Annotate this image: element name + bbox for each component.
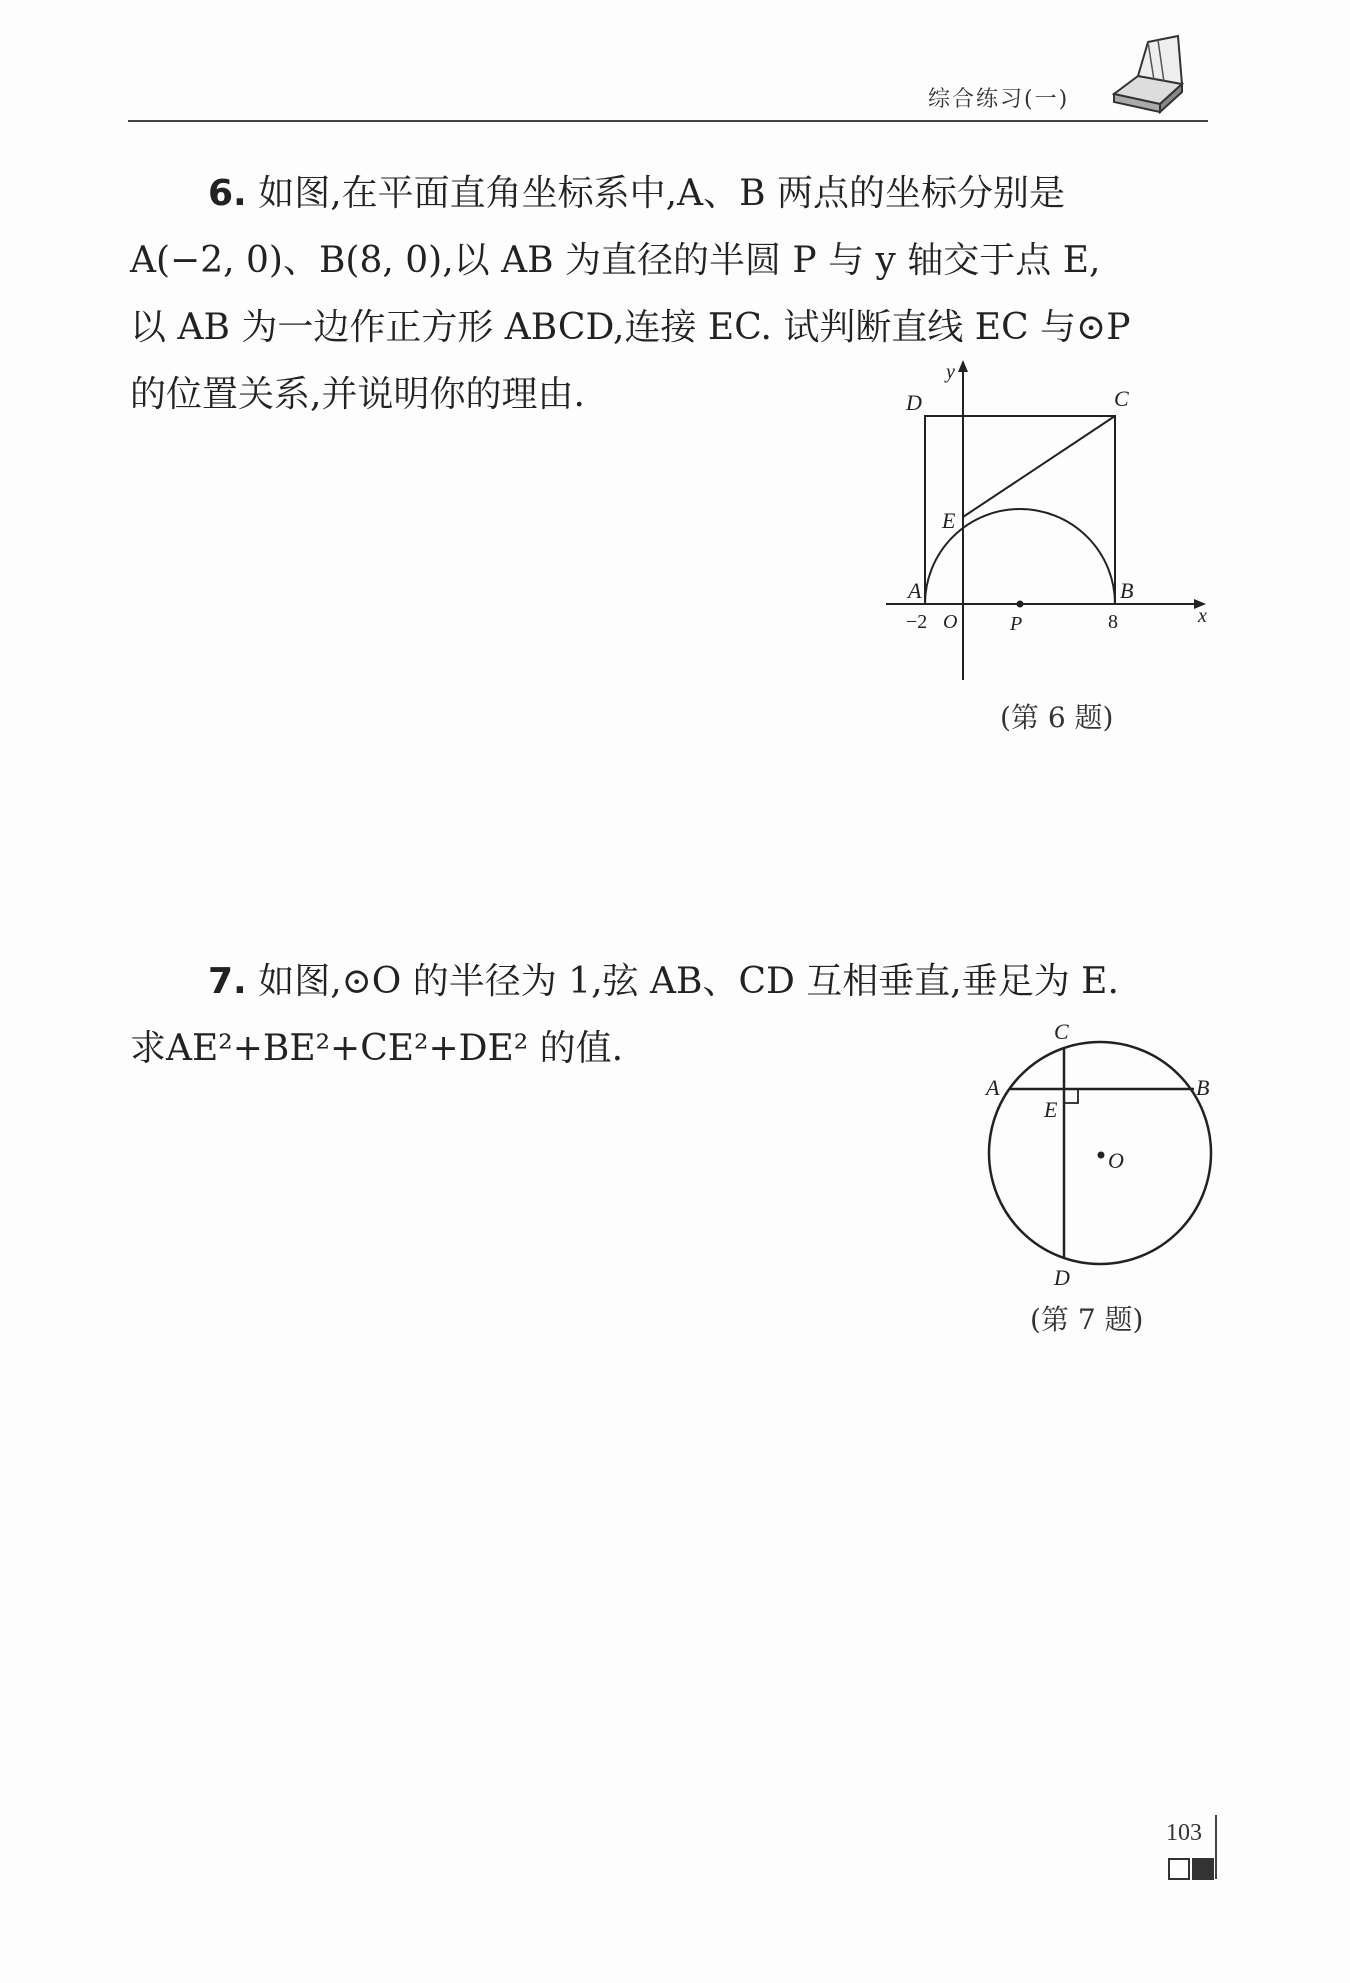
problem-7-number: 7. xyxy=(208,961,247,1002)
book-stack-icon xyxy=(1108,34,1188,118)
figure-7-caption: (第 7 题) xyxy=(1030,1303,1144,1336)
right-angle-mark xyxy=(1064,1089,1078,1103)
label-d: D xyxy=(906,390,922,415)
label-a: A xyxy=(908,578,922,603)
label-b-7: B xyxy=(1196,1075,1210,1100)
problem-7-line-2: 求AE²+BE²+CE²+DE² 的值. xyxy=(130,1028,624,1069)
running-header-title: 综合练习(一) xyxy=(928,87,1070,112)
problem-6-line-1: 6. 如图,在平面直角坐标系中,A、B 两点的坐标分别是 xyxy=(208,173,1065,214)
label-p: P xyxy=(1010,613,1023,635)
y-axis-arrow xyxy=(958,360,968,372)
label-o-7: O xyxy=(1108,1148,1124,1173)
page-number: 103 xyxy=(1166,1820,1202,1846)
problem-6-number: 6. xyxy=(208,173,247,214)
label-b: B xyxy=(1120,578,1134,603)
label-c: C xyxy=(1114,386,1129,411)
problem-6-line-3: 以 AB 为一边作正方形 ABCD,连接 EC. 试判断直线 EC 与⊙P xyxy=(130,307,1131,348)
problem-6-line-2: A(−2, 0)、B(8, 0),以 AB 为直径的半圆 P 与 y 轴交于点 E, xyxy=(130,240,1101,281)
tick-neg2: −2 xyxy=(906,611,928,633)
label-o: O xyxy=(943,611,958,633)
label-c-7: C xyxy=(1054,1019,1069,1044)
empty-square-icon xyxy=(1168,1858,1190,1880)
label-e: E xyxy=(942,508,956,533)
problem-6-line-4: 的位置关系,并说明你的理由. xyxy=(130,374,585,415)
figure-6-diagram xyxy=(880,360,1220,690)
center-o-point xyxy=(1098,1152,1105,1159)
figure-7-diagram xyxy=(968,1015,1228,1295)
page-marker xyxy=(1168,1858,1216,1880)
tick-8: 8 xyxy=(1108,611,1118,633)
label-d-7: D xyxy=(1054,1265,1070,1290)
filled-square-icon xyxy=(1192,1858,1214,1880)
label-x: x xyxy=(1198,605,1207,627)
label-y: y xyxy=(946,361,955,383)
label-e-7: E xyxy=(1044,1097,1058,1122)
segment-ec xyxy=(963,416,1115,517)
label-a-7: A xyxy=(986,1075,1000,1100)
header-divider xyxy=(128,120,1208,122)
figure-6-caption: (第 6 题) xyxy=(1000,701,1114,734)
problem-7-line-1: 7. 如图,⊙O 的半径为 1,弦 AB、CD 互相垂直,垂足为 E. xyxy=(208,961,1119,1002)
point-p xyxy=(1017,601,1024,608)
